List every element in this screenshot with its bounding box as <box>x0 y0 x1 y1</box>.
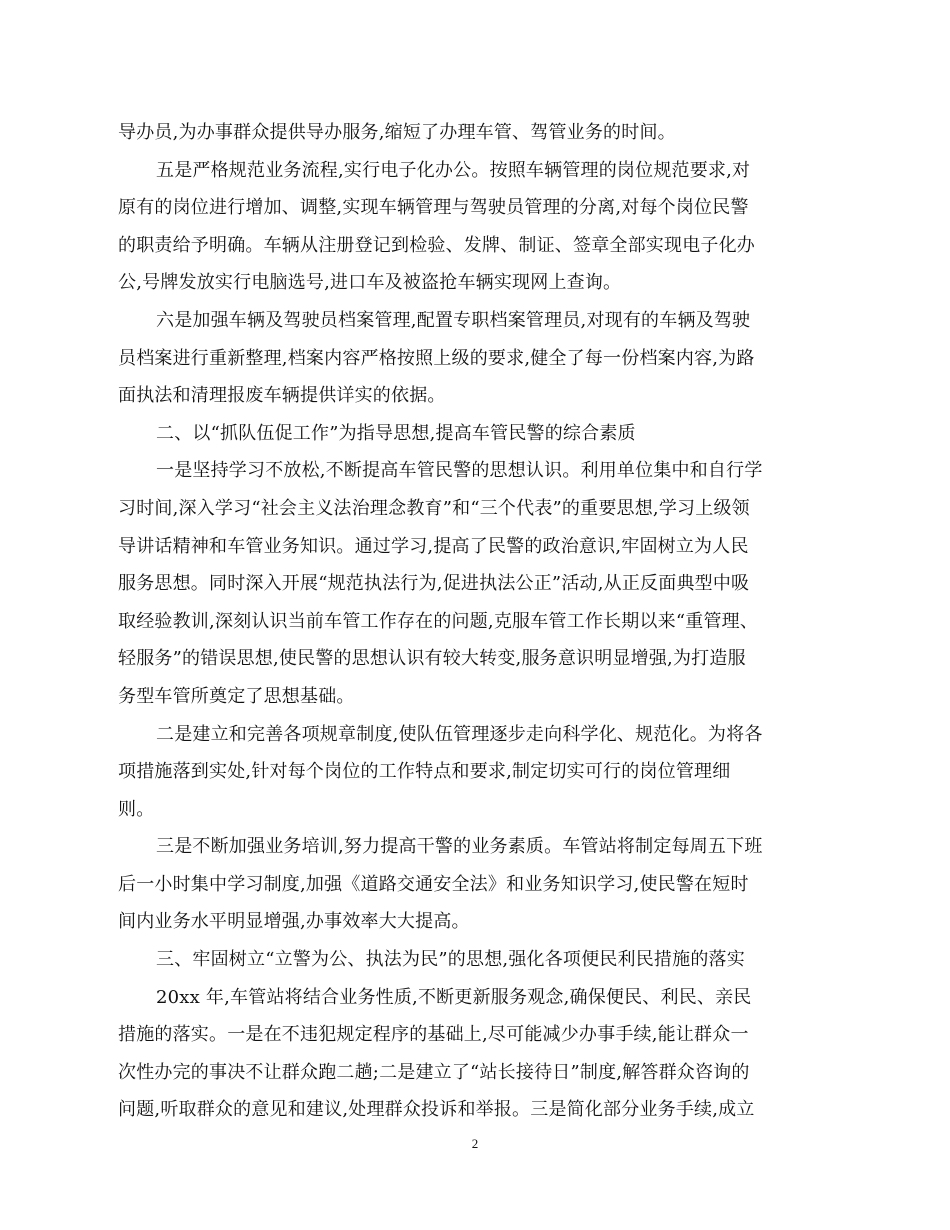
text-line: 措施的落实。一是在不违犯规定程序的基础上,尽可能减少办事手续,能让群众一 <box>118 1024 749 1046</box>
text-line: 公,号牌发放实行电脑选号,进口车及被盗抢车辆实现网上查询。 <box>118 272 622 294</box>
page-number: 2 <box>471 1136 479 1151</box>
text-line: 20xx 年,车管站将结合业务性质,不断更新服务观念,确保便民、利民、亲民 <box>156 986 752 1008</box>
text-line: 习时间,深入学习“社会主义法治理念教育”和“三个代表”的重要思想,学习上级领 <box>118 497 750 519</box>
section-heading: 三、牢固树立“立警为公、执法为民”的思想,强化各项便民利民措施的落实 <box>156 949 745 971</box>
text-line: 则。 <box>118 798 155 820</box>
text-line: 导讲话精神和车管业务知识。通过学习,提高了民警的政治意识,牢固树立为人民 <box>118 535 749 557</box>
text-line: 项措施落到实处,针对每个岗位的工作特点和要求,制定切实可行的岗位管理细 <box>118 761 731 783</box>
text-line: 五是严格规范业务流程,实行电子化办公。按照车辆管理的岗位规范要求,对 <box>156 159 751 181</box>
text-line: 轻服务”的错误思想,使民警的思想认识有较大转变,服务意识明显增强,为打造服 <box>118 648 746 670</box>
text-line: 导办员,为办事群众提供导办服务,缩短了办理车管、驾管业务的时间。 <box>118 122 676 143</box>
section-heading: 二、以“抓队伍促工作”为指导思想,提高车管民警的综合素质 <box>156 422 636 444</box>
text-line: 间内业务水平明显增强,办事效率大大提高。 <box>118 911 470 933</box>
text-line: 次性办完的事决不让群众跑二趟;二是建立了“站长接待日”制度,解答群众咨询的 <box>118 1061 750 1083</box>
text-line: 问题,听取群众的意见和建议,处理群众投诉和举报。三是简化部分业务手续,成立 <box>118 1099 755 1121</box>
text-line: 三是不断加强业务培训,努力提高干警的业务素质。车管站将制定每周五下班 <box>156 836 763 858</box>
text-line: 务型车管所奠定了思想基础。 <box>118 685 355 707</box>
text-line: 员档案进行重新整理,档案内容严格按照上级的要求,健全了每一份档案内容,为路 <box>118 347 755 369</box>
text-line: 的职责给予明确。车辆从注册登记到检验、发牌、制证、签章全部实现电子化办 <box>118 234 755 256</box>
text-line: 一是坚持学习不放松,不断提高车管民警的思想认识。利用单位集中和自行学 <box>156 460 763 482</box>
text-line: 后一小时集中学习制度,加强《道路交通安全法》和业务知识学习,使民警在短时 <box>118 873 749 895</box>
text-line: 面执法和清理报废车辆提供详实的依据。 <box>118 385 446 407</box>
text-line: 取经验教训,深刻认识当前车管工作存在的问题,克服车管工作长期以来“重管理、 <box>118 610 759 632</box>
text-line: 服务思想。同时深入开展“规范执法行为,促进执法公正”活动,从正反面典型中吸 <box>118 573 750 595</box>
text-line: 六是加强车辆及驾驶员档案管理,配置专职档案管理员,对现有的车辆及驾驶 <box>156 309 751 331</box>
text-block <box>118 117 818 1125</box>
document-body <box>118 117 818 1132</box>
text-line: 二是建立和完善各项规章制度,使队伍管理逐步走向科学化、规范化。为将各 <box>156 723 763 745</box>
text-line: 原有的岗位进行增加、调整,实现车辆管理与驾驶员管理的分离,对每个岗位民警 <box>118 197 749 219</box>
